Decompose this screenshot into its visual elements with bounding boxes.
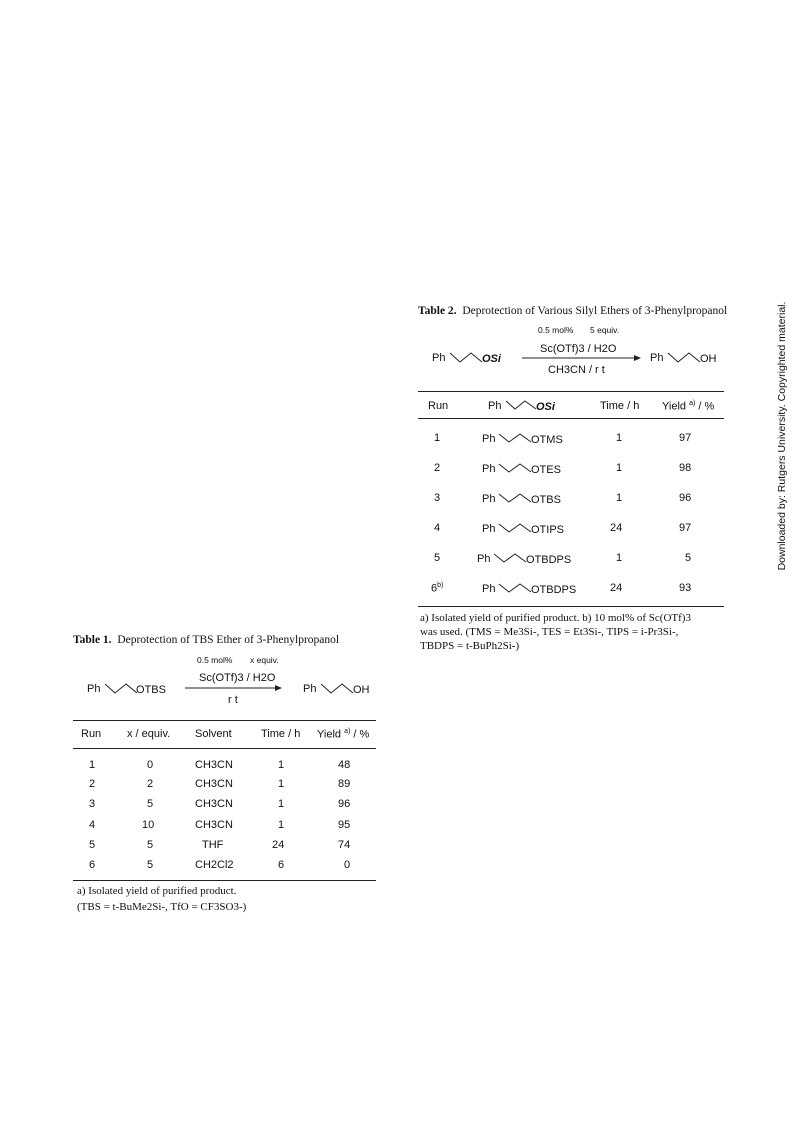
table1-cell-equiv: 10 — [142, 819, 155, 831]
table2-cell-group: OTMS — [531, 434, 563, 446]
table2-header-yield-unit: / % — [698, 400, 715, 413]
table1-cell-time: 1 — [278, 778, 285, 790]
table1-scheme-catalyst-amount: 0.5 mol% — [197, 655, 233, 665]
table1-scheme-solvent: r t — [228, 694, 238, 706]
table2-cell-group: OTIPS — [531, 524, 565, 536]
table2-cell-ph: Ph — [482, 493, 496, 505]
table2-cell-time: 24 — [610, 582, 623, 594]
table2-header-structure-group: OSi — [536, 401, 555, 413]
table2-footnote-line: was used. (TMS = Me3Si-, TES = Et3Si-, TIPS = i-Pr3Si-, — [420, 626, 679, 638]
table1-caption — [73, 634, 339, 646]
table2-cell-time: 1 — [616, 552, 623, 564]
table1-header-equiv: x / equiv. — [127, 728, 171, 740]
table2-cell-ph: Ph — [482, 523, 496, 535]
table2-top-rule — [418, 391, 724, 392]
table2-cell-chain-icon — [498, 521, 532, 534]
table2-cell-group: OTBDPS — [526, 554, 572, 566]
table1-header-yield-label: Yield — [317, 728, 342, 741]
table1-header-yield — [317, 728, 369, 741]
table2-scheme-start-chain-icon — [449, 350, 483, 364]
table1-cell-run: 2 — [89, 778, 96, 790]
table2-footnote-line: a) Isolated yield of purified product. b) 10 mol% of Sc(OTf)3 — [420, 612, 691, 624]
table2-cell-ph: Ph — [482, 433, 496, 445]
table1-cell-run: 6 — [89, 859, 96, 871]
table2-cell-group: OTES — [531, 464, 561, 476]
download-notice-text: Downloaded by: Rutgers University. Copyrighted material. — [776, 301, 788, 571]
table2-cell-yield: 93 — [679, 582, 692, 594]
table2-header-yield — [662, 400, 714, 413]
table2-header-run: Run — [428, 400, 449, 412]
table2-scheme-product-ph: Ph — [650, 352, 664, 364]
table2-cell-run — [431, 582, 443, 595]
table1-scheme-water-amount: x equiv. — [250, 655, 279, 665]
table1-cell-equiv: 5 — [147, 839, 154, 851]
table1-cell-solvent: CH2Cl2 — [195, 859, 234, 871]
table2-cell-chain-icon — [493, 551, 527, 564]
table2-caption-number: Table 2. — [418, 305, 457, 317]
table1-header-time: Time / h — [261, 728, 301, 740]
table2-cell-ph: Ph — [482, 583, 496, 595]
table1-footnote-line: a) Isolated yield of purified product. — [77, 885, 237, 897]
table2-cell-yield: 96 — [679, 492, 692, 504]
table1-cell-time: 1 — [278, 819, 285, 831]
table2-cell-run: 5 — [434, 552, 441, 564]
table1-cell-time: 24 — [272, 839, 285, 851]
table1-footnote-line: (TBS = t-BuMe2Si-, TfO = CF3SO3-) — [77, 901, 247, 913]
table1-cell-time: 1 — [278, 798, 285, 810]
table1-header-yield-note: a) — [344, 728, 351, 735]
table1-cell-run: 1 — [89, 759, 96, 771]
table1-cell-run: 5 — [89, 839, 96, 851]
table1-cell-equiv: 0 — [147, 759, 154, 771]
table1-cell-time: 6 — [278, 859, 285, 871]
table2-scheme-water-amount: 5 equiv. — [590, 325, 620, 335]
table2-header-yield-label: Yield — [662, 400, 687, 413]
table1-cell-yield: 89 — [338, 778, 351, 790]
table1-cell-equiv: 5 — [147, 859, 154, 871]
table1-scheme-reagent: Sc(OTf)3 / H2O — [199, 672, 276, 684]
table2-scheme-arrow-icon — [522, 354, 642, 362]
table1-scheme-start-group: OTBS — [136, 684, 166, 696]
table2-header-structure-ph: Ph — [488, 400, 502, 412]
table2-scheme-product-group: OH — [700, 353, 717, 365]
table2-cell-chain-icon — [498, 431, 532, 444]
table1-cell-time: 1 — [278, 759, 285, 771]
table2-cell-group: OTBS — [531, 494, 561, 506]
table2-caption — [418, 305, 727, 317]
table2-cell-run: 4 — [434, 522, 441, 534]
table2-cell-run-note: b) — [437, 582, 444, 589]
table2-cell-run: 3 — [434, 492, 441, 504]
table2-cell-ph: Ph — [482, 463, 496, 475]
table1-scheme-product-ph: Ph — [303, 683, 317, 695]
table2-cell-chain-icon — [498, 581, 532, 594]
table2-footnote — [420, 611, 691, 653]
table1-scheme-start-ph: Ph — [87, 683, 101, 695]
table1-cell-yield: 74 — [338, 839, 351, 851]
table2-cell-time: 1 — [616, 432, 623, 444]
table2-cell-yield: 5 — [685, 552, 692, 564]
table2-cell-time: 24 — [610, 522, 623, 534]
table1-cell-solvent: CH3CN — [195, 798, 233, 810]
table2-cell-yield: 97 — [679, 522, 692, 534]
table2-cell-run: 1 — [434, 432, 441, 444]
table1-scheme-start-chain-icon — [104, 681, 138, 695]
table1-cell-solvent: CH3CN — [195, 759, 233, 771]
table1-cell-yield: 95 — [338, 819, 351, 831]
table2-bottom-rule — [418, 606, 724, 607]
table2-cell-time: 1 — [616, 492, 623, 504]
table1-scheme-product-chain-icon — [320, 681, 354, 695]
table2-cell-yield: 97 — [679, 432, 692, 444]
table2-cell-ph: Ph — [477, 553, 491, 565]
table2-caption-text: Deprotection of Various Silyl Ethers of 3-Phenylpropanol — [462, 305, 728, 317]
table2-scheme-solvent: CH3CN / r t — [548, 364, 605, 376]
table1-cell-yield: 96 — [338, 798, 351, 810]
table2-header-time: Time / h — [600, 400, 640, 412]
table2-cell-group: OTBDPS — [531, 584, 577, 596]
table1-scheme-product-group: OH — [353, 684, 370, 696]
table1-bottom-rule — [73, 880, 376, 881]
table1-caption-text: Deprotection of TBS Ether of 3-Phenylpropanol — [117, 634, 340, 646]
table1-cell-solvent: CH3CN — [195, 778, 233, 790]
table1-cell-run: 3 — [89, 798, 96, 810]
table1-cell-solvent: THF — [202, 839, 224, 851]
table1-top-rule — [73, 720, 376, 721]
table2-footnote-line: TBDPS = t-BuPh2Si-) — [420, 640, 520, 652]
table2-scheme-reagent: Sc(OTf)3 / H2O — [540, 343, 617, 355]
table1-cell-run: 4 — [89, 819, 96, 831]
table1-footnote — [77, 884, 246, 914]
table1-cell-yield: 48 — [338, 759, 351, 771]
table2-cell-run-number: 6 — [431, 582, 438, 595]
table1-cell-yield: 0 — [344, 859, 351, 871]
table2-scheme-start-group: OSi — [482, 353, 501, 365]
table2-cell-chain-icon — [498, 491, 532, 504]
table2-cell-run: 2 — [434, 462, 441, 474]
table1-header-rule — [73, 748, 376, 749]
table1-header-yield-unit: / % — [353, 728, 370, 741]
table2-cell-yield: 98 — [679, 462, 692, 474]
table2-scheme-product-chain-icon — [667, 350, 701, 364]
table2-header-chain-icon — [505, 398, 537, 411]
table2-scheme-catalyst-amount: 0.5 mol% — [538, 325, 574, 335]
table2-header-yield-note: a) — [689, 400, 696, 407]
table2-header-rule — [418, 418, 724, 419]
table1-header-run: Run — [81, 728, 102, 740]
table2-cell-time: 1 — [616, 462, 623, 474]
table2-scheme-start-ph: Ph — [432, 352, 446, 364]
table1-scheme-arrow-icon — [185, 684, 283, 692]
table1-cell-solvent: CH3CN — [195, 819, 233, 831]
table1-header-solvent: Solvent — [195, 728, 232, 740]
table1-cell-equiv: 2 — [147, 778, 154, 790]
table2-cell-chain-icon — [498, 461, 532, 474]
table1-cell-equiv: 5 — [147, 798, 154, 810]
table1-caption-number: Table 1. — [73, 634, 112, 646]
